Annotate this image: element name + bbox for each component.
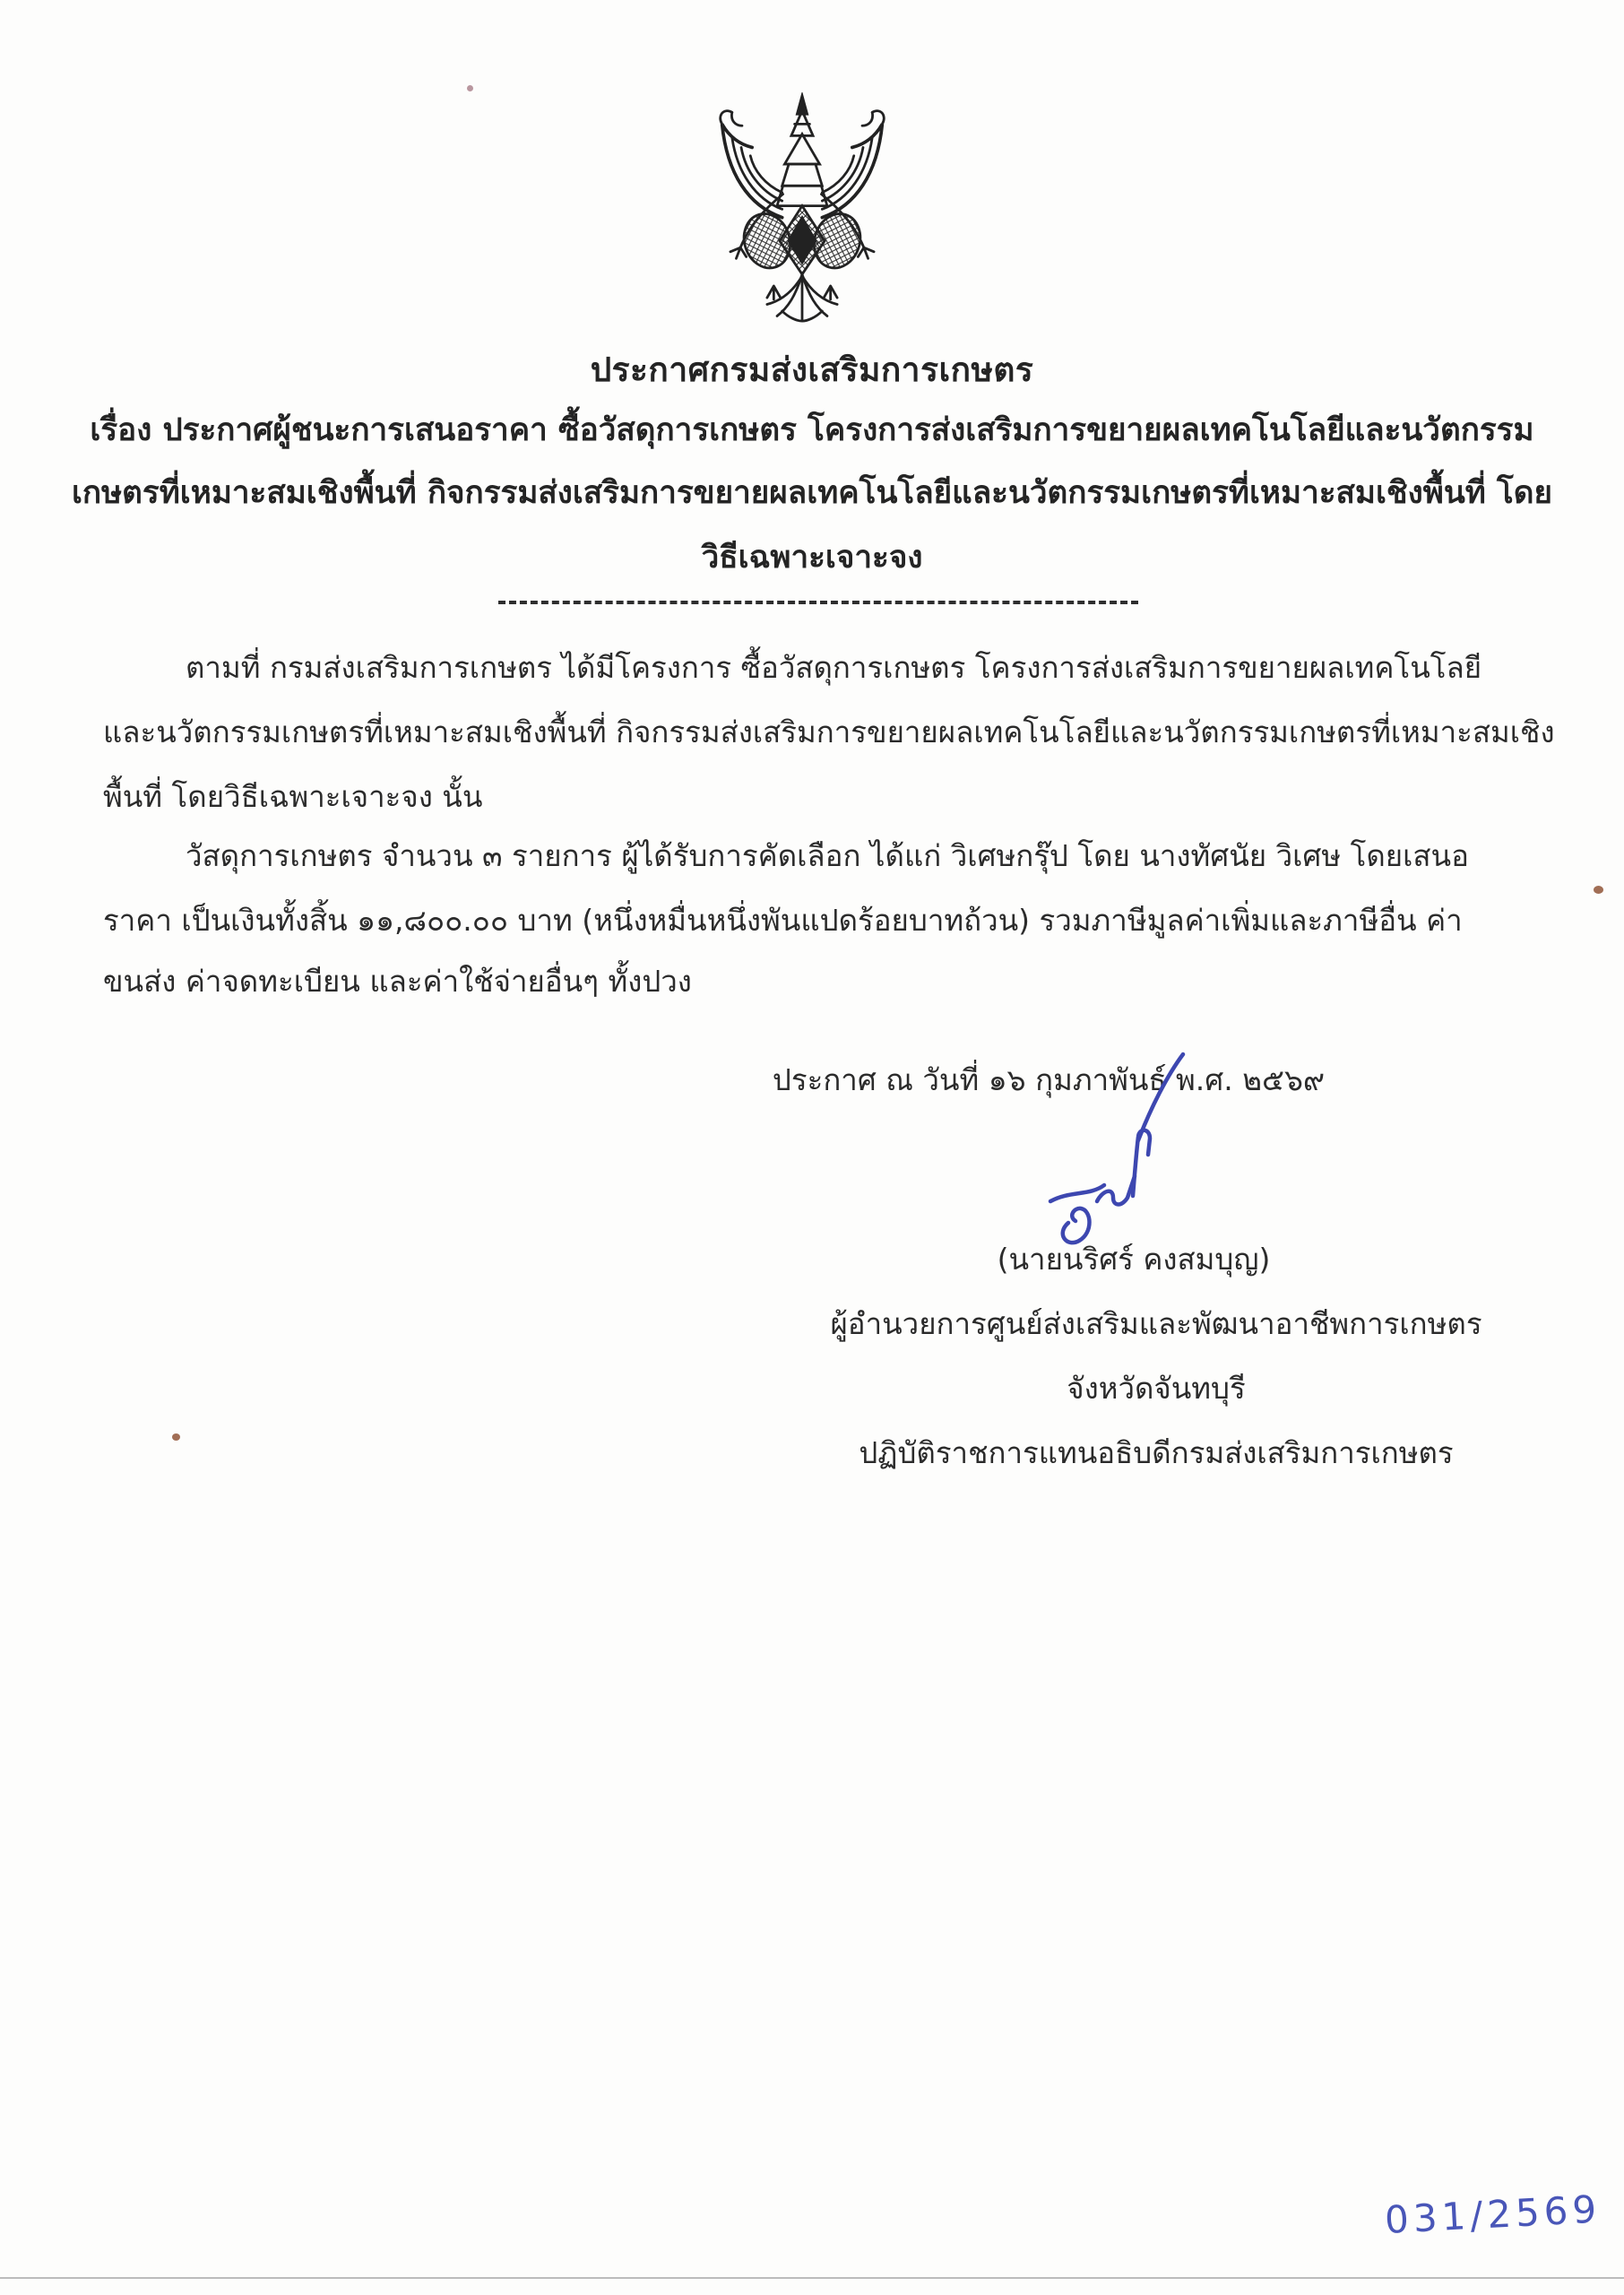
signature-icon bbox=[1038, 1051, 1190, 1257]
scan-speck bbox=[172, 1433, 180, 1441]
paragraph-1-line-3: พื้นที่ โดยวิธีเฉพาะเจาะจง นั้น bbox=[103, 779, 483, 814]
paragraph-1-line-2: และนวัตกรรมเกษตรที่เหมาะสมเชิงพื้นที่ กิจกรรมส่งเสริมการขยายผลเทคโนโลยีและนวัตกรรมเกษตรที่เหมาะสมเชิง bbox=[103, 714, 1555, 749]
paragraph-2-line-2: ราคา เป็นเงินทั้งสิ้น ๑๑,๘๐๐.๐๐ บาท (หนึ่งหมื่นหนึ่งพันแปดร้อยบาทถ้วน) รวมภาษีมูลค่าเพิ่มและภาษีอื่น ค่า bbox=[103, 903, 1463, 938]
paragraph-2-line-1: วัสดุการเกษตร จำนวน ๓ รายการ ผู้ได้รับการคัดเลือก ได้แก่ วิเศษกรุ๊ป โดย นางทัศนัย วิเศษ โดยเสนอ bbox=[186, 838, 1469, 873]
signer-name: (นายนริศร์ คงสมบุญ) bbox=[997, 1242, 1271, 1277]
signer-position-line-3: ปฏิบัติราชการแทนอธิบดีกรมส่งเสริมการเกษตร bbox=[859, 1435, 1454, 1470]
document-title: ประกาศกรมส่งเสริมการเกษตร bbox=[590, 351, 1034, 389]
signer-position-line-2: จังหวัดจันทบุรี bbox=[1067, 1371, 1246, 1406]
scan-edge-line bbox=[0, 2277, 1624, 2279]
paragraph-2-line-3: ขนส่ง ค่าจดทะเบียน และค่าใช้จ่ายอื่นๆ ทั้งปวง bbox=[103, 964, 692, 999]
dashed-separator bbox=[498, 601, 1138, 604]
announcement-date: ประกาศ ณ วันที่ ๑๖ กุมภาพันธ์ พ.ศ. ๒๕๖๙ bbox=[772, 1062, 1326, 1097]
subject-line-1: เรื่อง ประกาศผู้ชนะการเสนอราคา ซื้อวัสดุการเกษตร โครงการส่งเสริมการขยายผลเทคโนโลยีและนวัตกรรม bbox=[90, 412, 1534, 448]
subject-line-2: เกษตรที่เหมาะสมเชิงพื้นที่ กิจกรรมส่งเสริมการขยายผลเทคโนโลยีและนวัตกรรมเกษตรที่เหมาะสมเชิงพื้นที่ โดย bbox=[71, 475, 1553, 511]
subject-line-3: วิธีเฉพาะเจาะจง bbox=[701, 540, 923, 576]
document-number-handwritten: 031/2569 bbox=[1383, 2187, 1602, 2242]
scan-speck bbox=[1594, 886, 1603, 894]
paragraph-1-line-1: ตามที่ กรมส่งเสริมการเกษตร ได้มีโครงการ ซื้อวัสดุการเกษตร โครงการส่งเสริมการขยายผลเทคโนโลยี bbox=[186, 650, 1482, 685]
scan-speck bbox=[467, 85, 473, 91]
garuda-emblem-icon bbox=[699, 92, 905, 334]
signer-position-line-1: ผู้อำนวยการศูนย์ส่งเสริมและพัฒนาอาชีพการเกษตร bbox=[830, 1306, 1482, 1341]
